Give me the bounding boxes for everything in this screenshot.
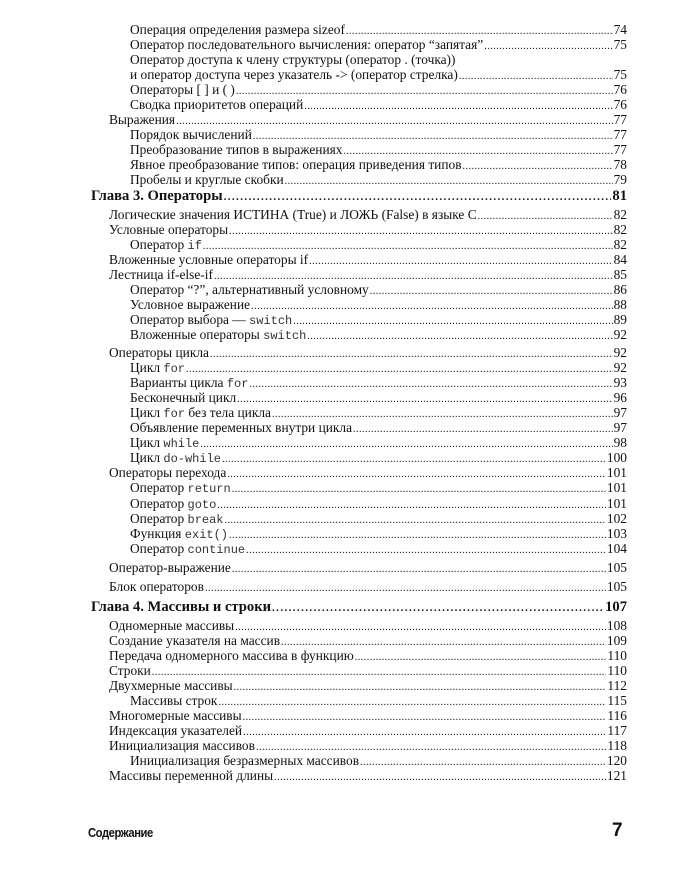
toc-entry-label: [109, 738, 256, 753]
toc-entry-code-keyword: switch: [249, 314, 293, 328]
toc-entry-label: [109, 663, 152, 678]
toc-entry-text: Оператор выбора —: [130, 312, 250, 327]
toc-entry: [109, 579, 627, 594]
toc-page-number: 121: [606, 768, 627, 783]
toc-entry-code-keyword: while: [163, 437, 200, 451]
toc-page-number: 77: [613, 127, 627, 142]
toc-entry: [130, 172, 627, 187]
toc-entry-text: Пробелы и круглые скобки: [130, 172, 284, 187]
toc-page-number: 105: [606, 560, 627, 575]
toc-page-number: 115: [607, 693, 627, 708]
toc-page-number: 112: [607, 678, 627, 693]
toc-entry: [130, 753, 627, 768]
toc-page-number: 92: [613, 327, 627, 342]
toc-entry: [109, 345, 627, 360]
toc-entry: [130, 541, 627, 556]
toc-entry-label: [130, 693, 218, 708]
toc-page-number: 93: [613, 375, 627, 390]
toc-entry: [130, 22, 627, 37]
toc-entry: [130, 52, 627, 67]
toc-entry-label: [91, 189, 224, 204]
toc-entry: [109, 222, 627, 237]
toc-entry-code-keyword: switch: [263, 329, 307, 343]
toc-entry: [130, 282, 627, 297]
page-number: 7: [612, 820, 623, 841]
toc-entry-text: Сводка приоритетов операций: [130, 97, 304, 112]
toc-entry-text: Оператор: [130, 237, 188, 252]
toc-entry-label: [130, 327, 307, 344]
toc-entry-text: Операторы перехода: [109, 465, 227, 480]
toc-page-number: 81: [612, 188, 627, 204]
toc-page-number: 97: [613, 420, 627, 435]
toc-entry: [109, 663, 627, 678]
toc-entry-label: [109, 768, 274, 783]
toc-entry: [109, 560, 627, 575]
toc-entry: [130, 420, 627, 435]
dot-leader: [205, 581, 606, 596]
toc-page-number: 100: [606, 450, 627, 465]
toc-entry-label: [130, 541, 246, 558]
toc-entry: [109, 465, 627, 480]
toc-entry-label: [130, 127, 253, 142]
toc-entry-label: [109, 252, 309, 267]
toc-entry-text: Цикл: [130, 405, 164, 420]
dot-leader: [224, 190, 612, 205]
toc-entry: [130, 127, 627, 142]
toc-entry-text: Порядок вычислений: [130, 127, 252, 142]
toc-entry: [130, 693, 627, 708]
toc-entry-text: Объявление переменных внутри цикла: [130, 420, 353, 435]
toc-page-number: 107: [605, 599, 627, 615]
toc-entry-label: [130, 297, 251, 312]
toc-entry-text: Оператор последовательного вычисления: оператор “запятая”: [130, 37, 484, 52]
toc-entry-text: Явное преобразование типов: операция приведения типов: [130, 157, 462, 172]
toc-entry: [130, 82, 627, 97]
toc-entry: [109, 267, 627, 282]
toc-entry-label: [130, 390, 237, 405]
toc-entry-code-keyword: continue: [187, 543, 246, 557]
toc-entry-text: Одномерные массивы: [109, 618, 235, 633]
toc-entry-text: Создание указателя на массив: [109, 633, 281, 648]
toc-entry: [130, 390, 627, 405]
toc-entry-label: [109, 678, 234, 693]
toc-entry-text: Индексация указателей: [109, 723, 243, 738]
toc-page-number: 103: [606, 526, 627, 541]
toc-entry: [130, 360, 627, 375]
toc-entry: [109, 678, 627, 693]
toc-entry: [130, 405, 627, 420]
toc-entry-label: [130, 172, 285, 187]
toc-entry: [109, 618, 627, 633]
toc-entry-label: [109, 618, 235, 633]
toc-entry-suffix: без тела цикла: [184, 405, 271, 420]
toc-entry-label: [130, 142, 343, 157]
toc-entry-label: [109, 560, 232, 575]
toc-entry-label: [109, 267, 214, 282]
toc-entry-text: Операторы цикла: [109, 345, 209, 360]
toc-entry-label: [130, 753, 360, 768]
toc-page-number: 96: [613, 390, 627, 405]
toc-entry: [130, 526, 627, 541]
toc-entry: [109, 738, 627, 753]
toc-entry-text: Оператор: [130, 541, 188, 556]
running-footer-title: Содержание: [88, 826, 153, 840]
toc-page-number: 75: [613, 37, 627, 52]
toc-entry-text: Выражения: [109, 112, 176, 127]
toc-entry-text: Инициализация массивов: [109, 738, 255, 753]
toc-entry: [130, 97, 627, 112]
toc-entry-text: Оператор “?”, альтернативный условному: [130, 282, 369, 297]
toc-entry-text: Глава 3. Операторы: [91, 188, 223, 204]
dot-leader: [307, 329, 612, 344]
toc-entry-label: [130, 22, 346, 37]
toc-entry-label: [130, 97, 304, 112]
toc-entry-text: Функция: [130, 526, 185, 541]
toc-entry: [130, 297, 627, 312]
toc-page-number: 104: [606, 541, 627, 556]
toc-entry-label: [130, 480, 232, 497]
toc-page-number: 79: [613, 172, 627, 187]
toc-page-number: 102: [606, 511, 627, 526]
toc-entry-code-keyword: exit(): [184, 528, 229, 542]
toc-entry-code-keyword: do-while: [163, 452, 221, 466]
toc-entry-text: Передача одномерного массива в функцию: [109, 648, 354, 663]
toc-entry-text: Массивы строк: [130, 693, 218, 708]
toc-entry-label: [130, 67, 459, 82]
toc-entry-text: Оператор: [130, 511, 188, 526]
toc-entry: [130, 312, 627, 327]
toc-entry-text: Бесконечный цикл: [130, 390, 237, 405]
toc-entry: [130, 480, 627, 495]
toc-entry-label: [109, 633, 281, 648]
toc-entry-code-keyword: break: [187, 513, 224, 527]
toc-entry: [109, 207, 627, 222]
toc-page-number: 109: [606, 633, 627, 648]
toc-entry-text: Условное выражение: [130, 297, 251, 312]
toc-entry-text: Цикл: [130, 435, 164, 450]
toc-entry: [130, 375, 627, 390]
toc-entry-text: Оператор: [130, 480, 188, 495]
toc-entry: [130, 142, 627, 157]
toc-entry-code-keyword: return: [187, 482, 231, 496]
toc-entry-label: [91, 600, 272, 615]
toc-entry-text: Условные операторы: [109, 222, 229, 237]
toc-page-number: 78: [613, 157, 627, 172]
toc-entry-code-keyword: for: [163, 407, 185, 421]
toc-entry: [109, 633, 627, 648]
toc-entry-text: Цикл: [130, 360, 164, 375]
toc-page-number: 84: [613, 252, 627, 267]
toc-entry-code-keyword: for: [163, 362, 185, 376]
toc-entry-text: Оператор доступа к члену структуры (оператор . (точка)): [130, 52, 456, 67]
toc-page-number: 88: [613, 297, 627, 312]
toc-entry: [130, 511, 627, 526]
toc-entry-label: [109, 648, 355, 663]
toc-page-number: 117: [607, 723, 627, 738]
toc-page-number: 82: [613, 207, 627, 222]
toc-page-number: 110: [607, 648, 627, 663]
toc-entry-label: [109, 579, 205, 594]
toc-entry-text: Операция определения размера sizeof: [130, 22, 345, 37]
toc-page-number: 82: [613, 222, 627, 237]
toc-chapter-heading: [91, 189, 627, 204]
toc-entry-text: Вложенные условные операторы if: [109, 252, 309, 267]
toc-page-number: 97: [613, 405, 627, 420]
toc-page-number: 92: [613, 360, 627, 375]
toc-entry-code-keyword: goto: [187, 498, 217, 512]
dot-leader: [285, 174, 613, 189]
toc-entry-label: [109, 465, 227, 480]
toc-entry-text: Инициализация безразмерных массивов: [130, 753, 360, 768]
toc-entry-text: Многомерные массивы: [109, 708, 242, 723]
toc-entry-label: [130, 82, 236, 97]
toc-page-number: 101: [606, 496, 627, 511]
toc-entry-text: Оператор: [130, 496, 188, 511]
toc-page-number: 101: [606, 480, 627, 495]
toc-entry-text: Блок операторов: [109, 579, 204, 594]
toc-entry: [109, 112, 627, 127]
toc-page-number: 101: [606, 465, 627, 480]
toc-entry-label: [130, 157, 463, 172]
toc-entry-label: [109, 222, 229, 237]
toc-entry: [130, 157, 627, 172]
toc-page-number: 92: [613, 345, 627, 360]
toc-page-number: 74: [613, 22, 627, 37]
toc-entry-code-keyword: if: [187, 239, 202, 253]
toc-entry: [109, 708, 627, 723]
toc-page-number: 77: [613, 112, 627, 127]
dot-leader: [232, 562, 606, 577]
toc-entry: [130, 67, 627, 82]
toc-entry: [130, 327, 627, 342]
toc-entry-code-keyword: for: [226, 377, 249, 391]
toc-page-number: 75: [613, 67, 627, 82]
toc-entry: [109, 723, 627, 738]
toc-page-number: 108: [606, 618, 627, 633]
toc-entry: [130, 37, 627, 52]
toc-page-number: 120: [606, 753, 627, 768]
dot-leader: [274, 770, 606, 785]
toc-entry-text: Глава 4. Массивы и строки: [91, 599, 272, 615]
toc-entry-text: Цикл: [130, 450, 164, 465]
toc-page-number: 118: [607, 738, 627, 753]
toc-entry-text: Двухмерные массивы: [109, 678, 233, 693]
toc-entry-text: Преобразование типов в выражениях: [130, 142, 343, 157]
dot-leader: [246, 543, 606, 558]
toc-page-number: 77: [613, 142, 627, 157]
toc-page-number: 89: [613, 312, 627, 327]
toc-entry: [130, 435, 627, 450]
dot-leader: [272, 601, 604, 616]
toc-entry-label: [109, 723, 243, 738]
toc-entry-text: Массивы переменной длины: [109, 768, 274, 783]
toc-entry-label: [130, 52, 456, 67]
toc-entry: [109, 768, 627, 783]
toc-entry-label: [130, 420, 353, 435]
toc-entry-text: Лестница if-else-if: [109, 267, 213, 282]
toc-entry: [109, 252, 627, 267]
toc-entry-label: [109, 708, 243, 723]
toc-page-number: 85: [613, 267, 627, 282]
toc-entry: [130, 496, 627, 511]
toc-entry-text: Логические значения ИСТИНА (True) и ЛОЖЬ (False) в языке С: [109, 207, 477, 222]
toc-entry-label: [109, 207, 478, 222]
toc-entry-label: [109, 112, 176, 127]
toc-page-number: 86: [613, 282, 627, 297]
toc-entry-label: [130, 282, 370, 297]
toc-entry: [109, 648, 627, 663]
toc-page-number: 98: [613, 435, 627, 450]
toc-entry-text: Вложенные операторы: [130, 327, 264, 342]
toc-chapter-heading: [91, 600, 627, 615]
toc-page-number: 105: [606, 579, 627, 594]
toc-page-number: 82: [613, 237, 627, 252]
toc-page-number: 116: [607, 708, 627, 723]
toc-page-number: 76: [613, 97, 627, 112]
toc-entry-text: Оператор-выражение: [109, 560, 231, 575]
toc-entry-label: [130, 37, 484, 52]
dot-leader: [232, 482, 606, 497]
toc-page-number: 110: [607, 663, 627, 678]
toc-entry: [130, 450, 627, 465]
toc-entry-text: и оператор доступа через указатель -> (оператор стрелка): [130, 67, 458, 82]
toc-page-number: 76: [613, 82, 627, 97]
toc-entry-label: [109, 345, 210, 360]
toc-entry-text: Строки: [109, 663, 151, 678]
toc-entry: [130, 237, 627, 252]
toc-entry-text: Варианты цикла: [130, 375, 227, 390]
toc-entry-text: Операторы [ ] и ( ): [130, 82, 235, 97]
